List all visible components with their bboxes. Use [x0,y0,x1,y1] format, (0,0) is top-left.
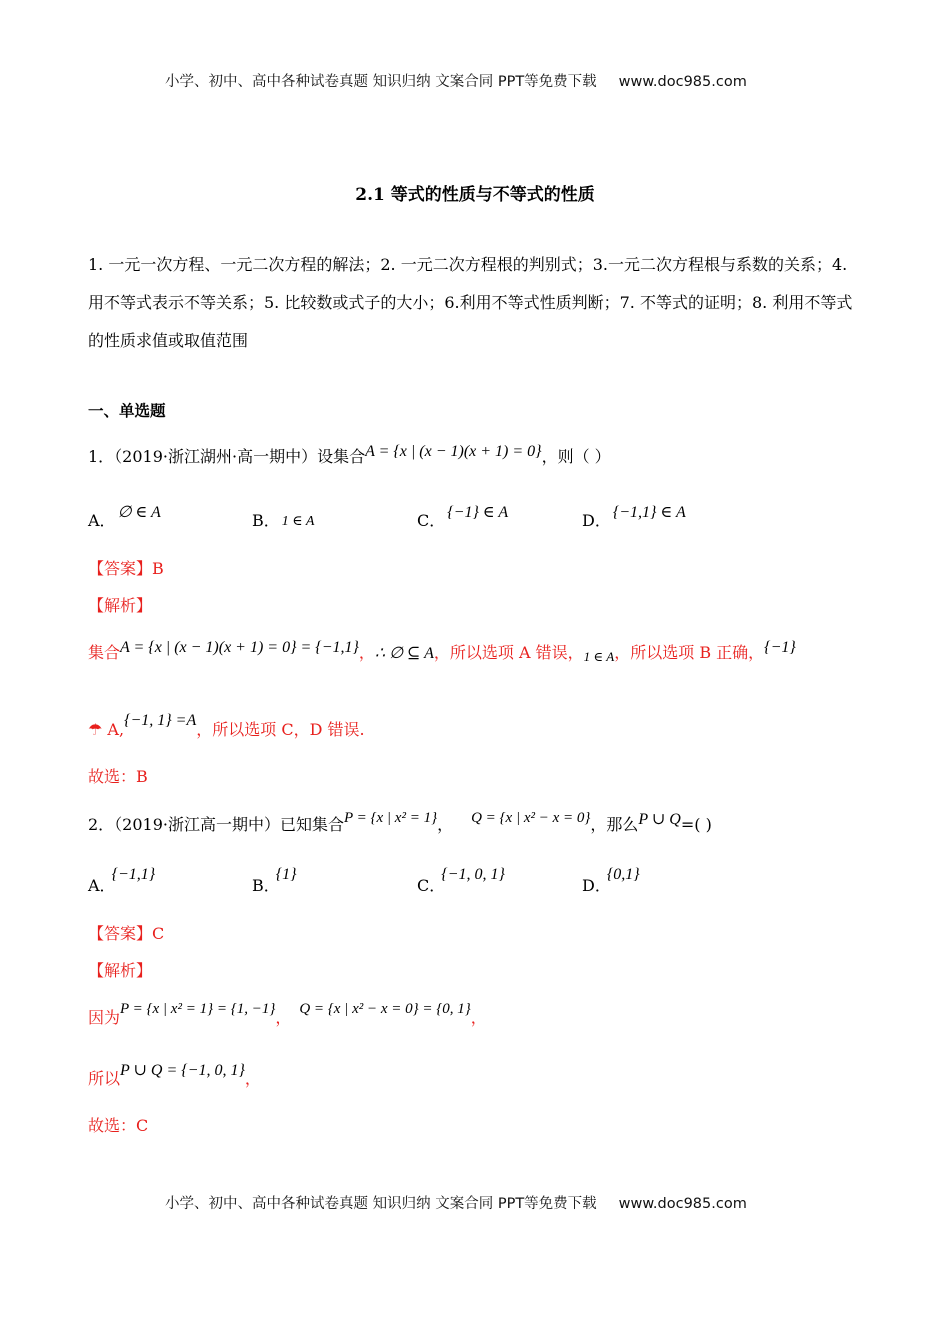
analysis-text: ，所以选项 B 正确， [614,643,765,662]
analysis-math: 1 ∈ A [583,649,615,664]
option-label: B． [252,511,280,530]
analysis-text: ☂ A, [88,720,125,739]
analysis-math: A = {x | (x − 1)(x + 1) = 0} = {−1,1} [120,639,359,656]
option-label: A． [88,511,116,530]
q2-conclusion: 故选：C [88,1116,149,1135]
option-math: {0,1} [606,866,640,883]
option-math: {1} [275,866,297,883]
q2-stem-math-p: P = {x | x² = 1} [344,810,438,826]
analysis-math: P ∪ Q = {−1, 0, 1} [120,1062,245,1079]
option-math: {−1,1} [111,866,156,883]
q1-conclusion: 故选：B [88,767,148,786]
option-math: 1 ∈ A [281,514,315,529]
analysis-text: ，所以选项 A 错误， [433,643,584,662]
page-title: 2.1 等式的性质与不等式的性质 [355,185,595,205]
q2-stem-math-q: Q = {x | x² − x = 0} [471,810,591,826]
q2-analysis-line-2 [88,1062,261,1089]
option-label: C． [417,876,446,895]
analysis-math: {−1, 1} =A [124,712,197,729]
q1-answer: 【答案】B [88,559,164,578]
option-label: A． [88,876,116,895]
q2-option-c[interactable] [417,866,505,896]
option-math: {−1} ∈ A [447,504,509,521]
option-label: C． [417,511,446,530]
q2-analysis-label: 【解析】 [88,961,153,980]
q2-option-a[interactable] [88,866,156,896]
q2-stem-math-union: P ∪ Q [638,811,681,828]
intro-paragraph: 1. 一元一次方程、一元二次方程的解法；2. 一元二次方程根的判别式；3.一元二次方程根与系数的关系；4. 用不等式表示不等关系；5. 比较数或式子的大小；6.利用不等式性质判断；7. 不等式的证明；8. 利用不等式的性质求值或取值范围 [88,255,853,350]
section-title: 一、单选题 [88,401,166,420]
analysis-text: ， [275,1008,292,1027]
option-math: {−1,1} ∈ A [612,504,686,521]
analysis-text: ， [358,643,375,662]
option-label: D． [582,876,611,895]
page-footer [165,1192,747,1213]
footer-text: 小学、初中、高中各种试卷真题 知识归纳 文案合同 PPT等免费下载 [165,1196,597,1212]
page-header [165,70,747,91]
analysis-text: 所以 [88,1069,121,1088]
option-label: D． [582,511,611,530]
q2-option-d[interactable] [582,866,640,896]
q1-analysis-line-2 [88,712,365,740]
q1-analysis-line-1 [88,640,796,663]
q1-stem-suffix: ，则（ ） [541,447,611,466]
question-2-stem [88,812,712,835]
q1-option-a[interactable] [88,504,161,531]
option-math: {−1, 0, 1} [441,866,505,883]
analysis-math: P = {x | x² = 1} = {1, −1} [120,1001,276,1017]
analysis-text: ， [244,1069,261,1088]
q2-stem-mid: ，那么 [590,815,639,834]
q1-option-b[interactable] [252,508,314,531]
footer-site-link[interactable]: www.doc985.com [618,1196,747,1212]
q1-analysis-label: 【解析】 [88,596,153,615]
header-site-link[interactable]: www.doc985.com [618,74,747,90]
q2-option-b[interactable] [252,866,297,896]
q2-analysis-line-1 [88,1001,487,1028]
q1-option-c[interactable] [417,504,509,531]
q2-answer: 【答案】C [88,924,165,943]
header-text: 小学、初中、高中各种试卷真题 知识归纳 文案合同 PPT等免费下载 [165,74,597,90]
q2-stem-prefix: 2．（2019·浙江高一期中）已知集合 [88,815,344,834]
analysis-math: {−1} [764,639,796,656]
q2-stem-suffix: =( ) [680,815,712,834]
question-1-stem [88,444,611,467]
analysis-math: Q = {x | x² − x = 0} = {0, 1} [299,1001,471,1017]
option-math: ∅ ∈ A [117,504,161,521]
analysis-text: ， [470,1008,487,1027]
analysis-text: 集合 [88,643,121,662]
q2-stem-sep: ， [437,815,454,834]
analysis-text: 因为 [88,1008,121,1027]
analysis-math: ∴ ∅ ⊆ A [374,645,434,662]
option-label: B． [252,876,280,895]
q1-stem-math: A = {x | (x − 1)(x + 1) = 0} [365,443,542,460]
q1-option-d[interactable] [582,504,686,531]
analysis-text: ，所以选项 C，D 错误. [196,720,365,739]
q1-stem-prefix: 1．（2019·浙江湖州·高一期中）设集合 [88,447,366,466]
